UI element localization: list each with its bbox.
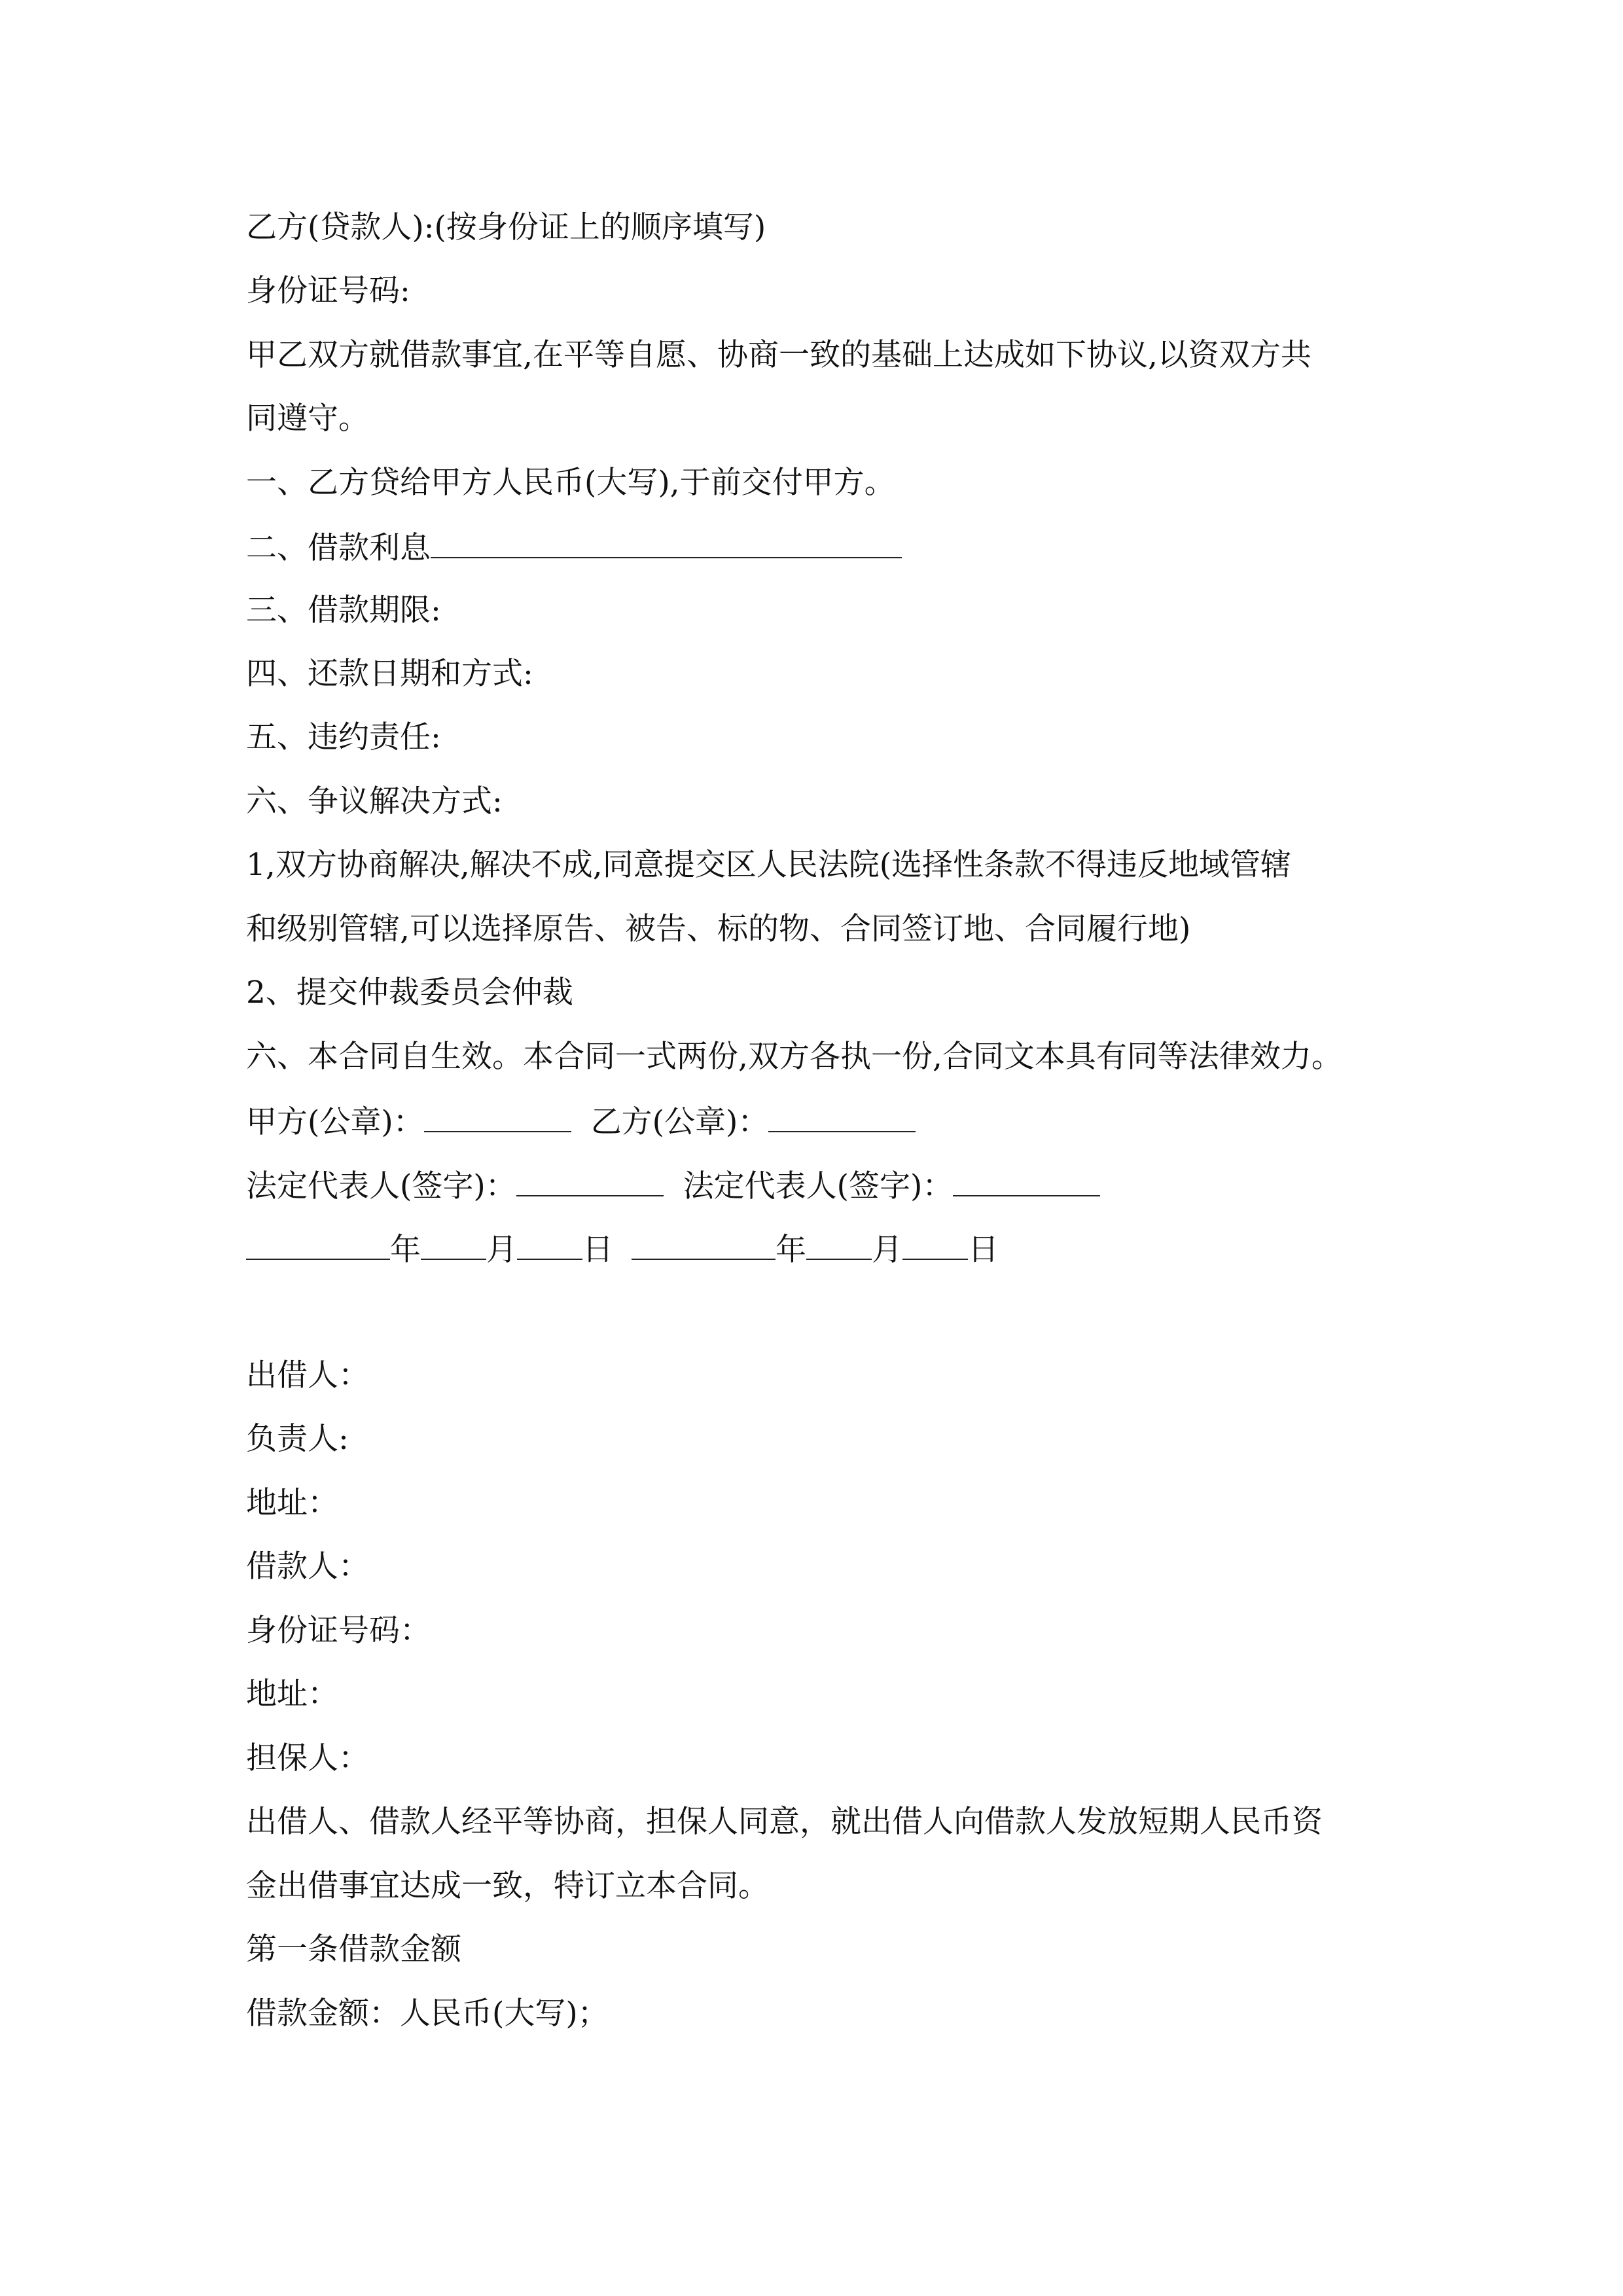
month-b-label: 月 (872, 1232, 902, 1268)
dispute-option-2: 2、提交仲裁委员会仲裁 (246, 975, 573, 1011)
party-a-seal-blank (424, 1101, 571, 1132)
agreement-intro-line-2: 同遵守。 (246, 401, 369, 437)
borrower-address-field: 地址： (246, 1676, 338, 1712)
day-a-label: 日 (582, 1232, 613, 1268)
lender-address-field: 地址： (246, 1485, 338, 1521)
year-a-label: 年 (390, 1232, 421, 1268)
seal-line (246, 1101, 916, 1140)
party-b-seal-blank (768, 1101, 916, 1132)
id-number-line: 身份证号码: (246, 273, 410, 309)
dispute-option-1-line-2: 和级别管辖,可以选择原告、被告、标的物、合同签订地、合同履行地) (246, 911, 1191, 947)
clause-6: 六、争议解决方式: (246, 783, 503, 819)
guarantor-field: 担保人： (246, 1740, 369, 1776)
date-line (246, 1229, 999, 1268)
month-b-blank (806, 1229, 872, 1260)
clause-5: 五、违约责任: (246, 719, 441, 755)
party-b-seal-label: 乙方(公章)： (590, 1104, 769, 1140)
month-a-blank (421, 1229, 486, 1260)
representative-line (246, 1165, 1100, 1204)
dispute-option-1-line-1: 1,双方协商解决,解决不成,同意提交区人民法院(选择性条款不得违反地域管辖 (246, 847, 1292, 883)
interest-blank (431, 527, 902, 558)
clause-3: 三、借款期限: (246, 592, 441, 628)
day-a-blank (517, 1229, 582, 1260)
second-intro-line-1: 出借人、借款人经平等协商，担保人同意，就出借人向借款人发放短期人民币资 (246, 1804, 1323, 1840)
rep-a-blank (516, 1165, 664, 1196)
day-b-blank (902, 1229, 968, 1260)
year-b-blank (632, 1229, 776, 1260)
clause-2 (246, 527, 902, 566)
loan-amount-line: 借款金额：人民币(大写)； (246, 1996, 609, 2032)
year-a-blank (246, 1229, 390, 1260)
day-b-label: 日 (968, 1232, 999, 1268)
party-a-seal-label: 甲方(公章)： (246, 1104, 424, 1140)
year-b-label: 年 (776, 1232, 806, 1268)
lender-line: 乙方(贷款人):(按身份证上的顺序填写) (246, 209, 766, 245)
agreement-intro-line-1: 甲乙双方就借款事宜,在平等自愿、协商一致的基础上达成如下协议,以资双方共 (246, 337, 1311, 373)
borrower-field: 借款人： (246, 1549, 369, 1585)
clause-1: 一、乙方贷给甲方人民币(大写),于前交付甲方。 (246, 465, 895, 501)
article-1-heading: 第一条借款金额 (246, 1931, 461, 1967)
clause-4: 四、还款日期和方式: (246, 656, 533, 692)
month-a-label: 月 (486, 1232, 517, 1268)
borrower-id-field: 身份证号码： (246, 1613, 431, 1649)
rep-b-blank (953, 1165, 1100, 1196)
clause-2-label: 二、借款利息 (246, 530, 431, 566)
effectiveness-clause: 六、本合同自生效。本合同一式两份,双方各执一份,合同文本具有同等法律效力。 (246, 1039, 1342, 1075)
rep-b-label: 法定代表人(签字)： (683, 1168, 954, 1204)
second-intro-line-2: 金出借事宜达成一致，特订立本合同。 (246, 1868, 769, 1904)
rep-a-label: 法定代表人(签字)： (246, 1168, 516, 1204)
responsible-person-field: 负责人: (246, 1421, 349, 1457)
lender-field: 出借人： (246, 1357, 369, 1393)
